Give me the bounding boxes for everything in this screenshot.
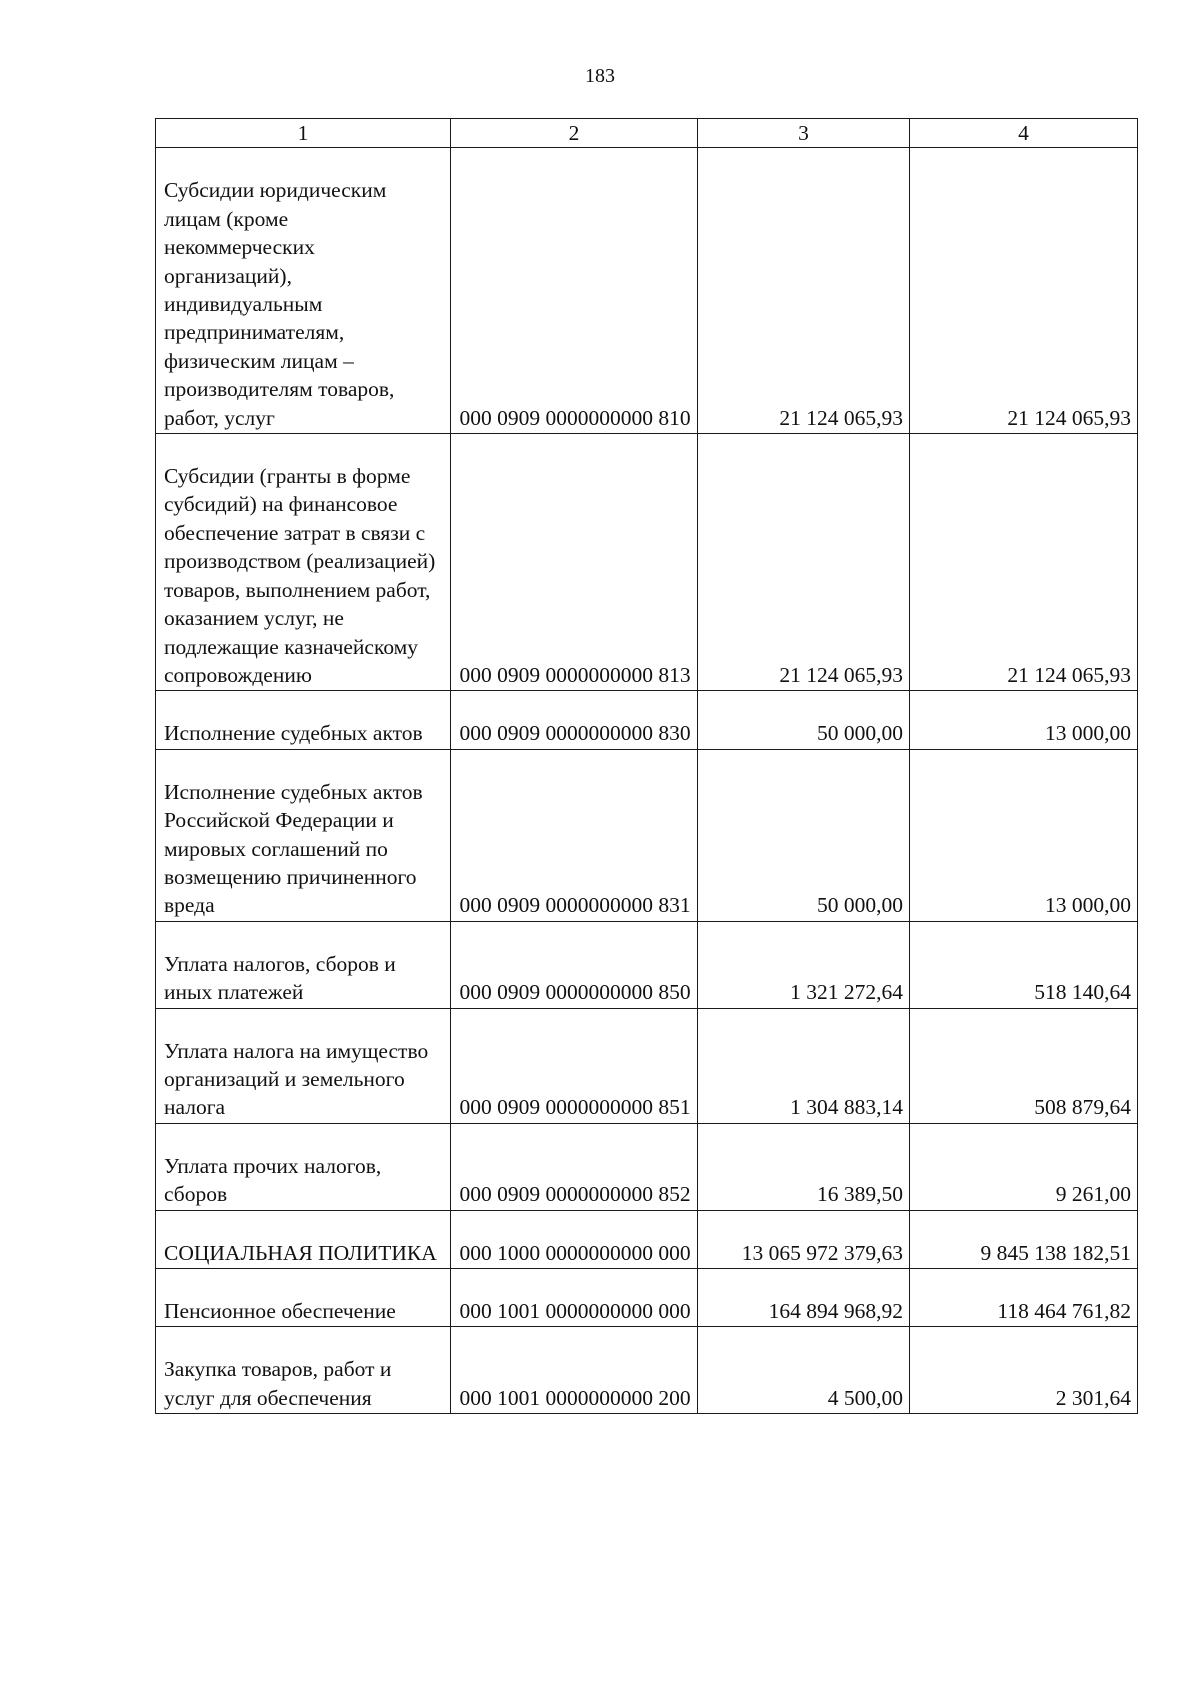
row-code: 000 1000 0000000000 000: [451, 1210, 698, 1268]
row-value-col3: 21 124 065,93: [698, 434, 910, 691]
table-row: [156, 691, 1138, 749]
row-value-col3: 1 304 883,14: [698, 1008, 910, 1123]
row-code: 000 0909 0000000000 830: [451, 691, 698, 749]
row-value-col4: 9 261,00: [910, 1123, 1138, 1210]
row-name: Субсидии юридическим лицам (кроме некоммерческих организаций), индивидуальным предпринимателям, физическим лицам – производителям товаров, работ, услуг: [156, 148, 451, 434]
column-header-1: 1: [156, 119, 451, 148]
row-name: Закупка товаров, работ и услуг для обеспечения: [156, 1327, 451, 1414]
column-header-3: 3: [698, 119, 910, 148]
table-row: [156, 749, 1138, 921]
table-header-row: [156, 119, 1138, 148]
row-value-col4: 9 845 138 182,51: [910, 1210, 1138, 1268]
row-value-col3: 4 500,00: [698, 1327, 910, 1414]
row-value-col4: 21 124 065,93: [910, 434, 1138, 691]
row-value-col3: 21 124 065,93: [698, 148, 910, 434]
column-header-2: 2: [451, 119, 698, 148]
page-number: 183: [585, 65, 615, 87]
row-code: 000 0909 0000000000 813: [451, 434, 698, 691]
row-value-col3: 16 389,50: [698, 1123, 910, 1210]
row-value-col4: 13 000,00: [910, 749, 1138, 921]
row-name: Субсидии (гранты в форме субсидий) на финансовое обеспечение затрат в связи с производством (реализацией) товаров, выполнением работ, оказанием услуг, не подлежащие казначейскому сопровождению: [156, 434, 451, 691]
row-code: 000 0909 0000000000 851: [451, 1008, 698, 1123]
row-name: Исполнение судебных актов: [156, 691, 451, 749]
row-name: Уплата налога на имущество организаций и земельного налога: [156, 1008, 451, 1123]
table-row: [156, 1210, 1138, 1268]
table-row: [156, 1269, 1138, 1327]
row-code: 000 0909 0000000000 850: [451, 921, 698, 1008]
row-name: Уплата прочих налогов, сборов: [156, 1123, 451, 1210]
row-code: 000 0909 0000000000 810: [451, 148, 698, 434]
row-value-col4: 21 124 065,93: [910, 148, 1138, 434]
row-value-col3: 164 894 968,92: [698, 1269, 910, 1327]
table-row: [156, 1123, 1138, 1210]
row-name: Уплата налогов, сборов и иных платежей: [156, 921, 451, 1008]
row-code: 000 0909 0000000000 831: [451, 749, 698, 921]
row-value-col4: 118 464 761,82: [910, 1269, 1138, 1327]
budget-table: [155, 118, 1138, 1414]
row-code: 000 1001 0000000000 000: [451, 1269, 698, 1327]
row-value-col3: 50 000,00: [698, 691, 910, 749]
row-value-col4: 2 301,64: [910, 1327, 1138, 1414]
row-value-col3: 1 321 272,64: [698, 921, 910, 1008]
table-row: [156, 434, 1138, 691]
row-code: 000 1001 0000000000 200: [451, 1327, 698, 1414]
column-header-4: 4: [910, 119, 1138, 148]
table-row: [156, 1327, 1138, 1414]
row-name: Исполнение судебных актов Российской Федерации и мировых соглашений по возмещению причиненного вреда: [156, 749, 451, 921]
row-name: Пенсионное обеспечение: [156, 1269, 451, 1327]
row-value-col4: 13 000,00: [910, 691, 1138, 749]
table-row: [156, 148, 1138, 434]
table-row: [156, 1008, 1138, 1123]
row-value-col3: 13 065 972 379,63: [698, 1210, 910, 1268]
row-value-col3: 50 000,00: [698, 749, 910, 921]
row-code: 000 0909 0000000000 852: [451, 1123, 698, 1210]
row-name: СОЦИАЛЬНАЯ ПОЛИТИКА: [156, 1210, 451, 1268]
table-row: [156, 921, 1138, 1008]
row-value-col4: 508 879,64: [910, 1008, 1138, 1123]
row-value-col4: 518 140,64: [910, 921, 1138, 1008]
